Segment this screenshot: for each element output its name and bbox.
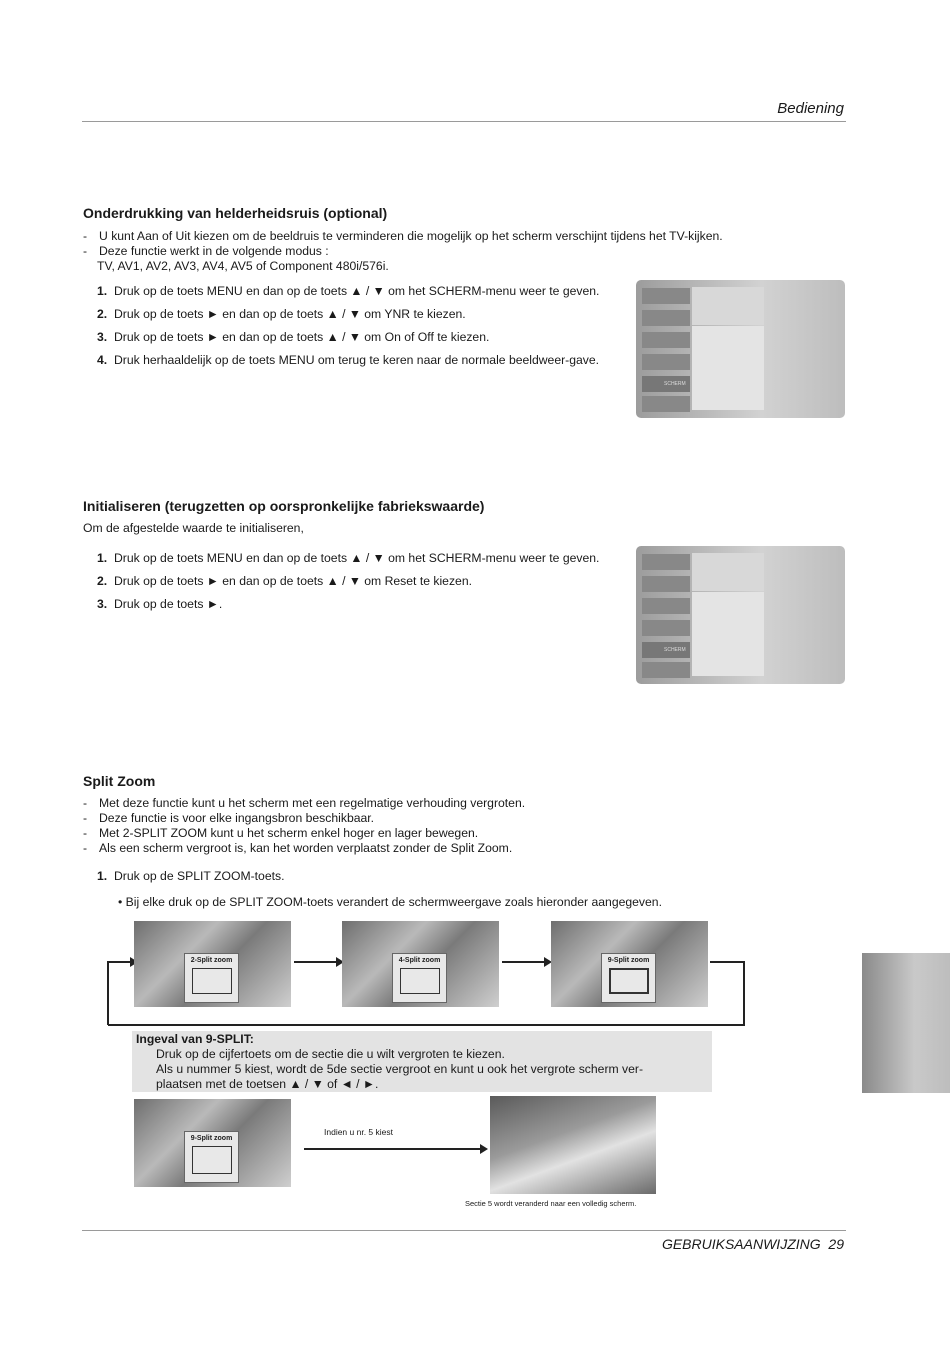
step-text: Druk op de toets ► en dan op de toets ▲ / ▼ om On of Off te kiezen. [114,330,490,344]
menu-item-selected: SCHERM [642,376,690,392]
note-title: Ingeval van 9-SPLIT: [136,1032,254,1046]
arrow-right [304,1142,490,1156]
step-3: 3. Druk op de toets ►. [97,597,223,611]
step-text: Druk op de SPLIT ZOOM-toets. [114,869,285,883]
note-box [132,1031,712,1092]
note-line: Als u nummer 5 kiest, wordt de 5de sectie vergroot en kunt u ook het vergrote scherm ver- [156,1062,644,1076]
step-text: Druk op de toets ►. [114,597,223,611]
step-text: Druk op de toets MENU en dan op de toets ▲ / ▼ om het SCHERM-menu weer te geven. [114,551,600,565]
sub-bullet: • Bij elke druk op de SPLIT ZOOM-toets verandert de schermweergave zoals hieronder aangegeven. [118,895,662,909]
zoom-window: 2-Split zoom [184,953,239,1003]
list-item: - Als een scherm vergroot is, kan het worden verplaatst zonder de Split Zoom. [83,841,513,855]
list-item: - U kunt Aan of Uit kiezen om de beeldruis te verminderen die mogelijk op het scherm verschijnt tijdens het TV-kijken. [83,229,723,243]
result-caption: Sectie 5 wordt veranderd naar een volledig scherm. [465,1199,637,1208]
note-line: plaatsen met de toetsen ▲ / ▼ of ◄ / ►. [156,1077,379,1091]
list-item: - Met 2-SPLIT ZOOM kunt u het scherm enkel hoger en lager bewegen. [83,826,479,840]
step-2: 2. Druk op de toets ► en dan op de toets ▲ / ▼ om YNR te kiezen. [97,307,466,321]
section-intro: Om de afgestelde waarde te initialiseren, [83,521,304,535]
list-item: - Deze functie is voor elke ingangsbron beschikbaar. [83,811,375,825]
zoom-window: 9-Split zoom [601,953,656,1003]
running-header: Bediening [777,100,844,117]
step-1: 1. Druk op de toets MENU en dan op de toets ▲ / ▼ om het SCHERM-menu weer te geven. [97,551,600,565]
step-1: 1. Druk op de toets MENU en dan op de toets ▲ / ▼ om het SCHERM-menu weer te geven. [97,284,600,298]
step-2: 2. Druk op de toets ► en dan op de toets ▲ / ▼ om Reset te kiezen. [97,574,472,588]
arrow-caption: Indien u nr. 5 kiest [324,1127,393,1137]
footer-rule [82,1230,846,1231]
step-text: Druk op de toets ► en dan op de toets ▲ / ▼ om Reset te kiezen. [114,574,472,588]
note-line: Druk op de cijfertoets om de sectie die u wilt vergroten te kiezen. [156,1047,505,1061]
enlarged-section-photo [490,1096,656,1194]
manual-title: GEBRUIKSAANWIJZING [661,1236,821,1252]
bullet-list [83,796,525,856]
step-text: Druk op de toets MENU en dan op de toets ▲ / ▼ om het SCHERM-menu weer te geven. [114,284,600,298]
step-text: Druk op de toets ► en dan op de toets ▲ / ▼ om YNR te kiezen. [114,307,466,321]
list-item: - Deze functie werkt in de volgende modus : [83,244,329,258]
chapter-tab [862,953,950,1093]
menu-screenshot [636,546,845,684]
list-item: TV, AV1, AV2, AV3, AV4, AV5 of Component 480i/576i. [97,259,389,273]
zoom-window: 4-Split zoom [392,953,447,1003]
section-title-split-zoom: Split Zoom [83,773,156,789]
tv-screen-photo [551,921,708,1007]
tv-screen-photo [134,1099,291,1187]
menu-item-selected: SCHERM [642,642,690,658]
list-item: - Met deze functie kunt u het scherm met een regelmatige verhouding vergroten. [83,796,526,810]
bullet-list [83,229,723,274]
step-1: 1. Druk op de SPLIT ZOOM-toets. [97,869,285,883]
tv-screen-photo [134,921,291,1007]
page-number: 29 [828,1236,844,1252]
tv-screen-photo [342,921,499,1007]
section-title-reset: Initialiseren (terugzetten op oorspronkelijke fabriekswaarde) [83,498,485,514]
menu-screenshot [636,280,845,418]
step-4: 4. Druk herhaaldelijk op de toets MENU om terug te keren naar de normale beeldweer-gave. [97,353,600,367]
header-rule [82,121,846,122]
page-footer [662,1236,844,1252]
step-text: Druk herhaaldelijk op de toets MENU om terug te keren naar de normale beeldweer-gave. [114,353,600,367]
zoom-window: 9-Split zoom [184,1131,239,1183]
step-3: 3. Druk op de toets ► en dan op de toets ▲ / ▼ om On of Off te kiezen. [97,330,490,344]
section-title-noise: Onderdrukking van helderheidsruis (optional) [83,205,388,221]
